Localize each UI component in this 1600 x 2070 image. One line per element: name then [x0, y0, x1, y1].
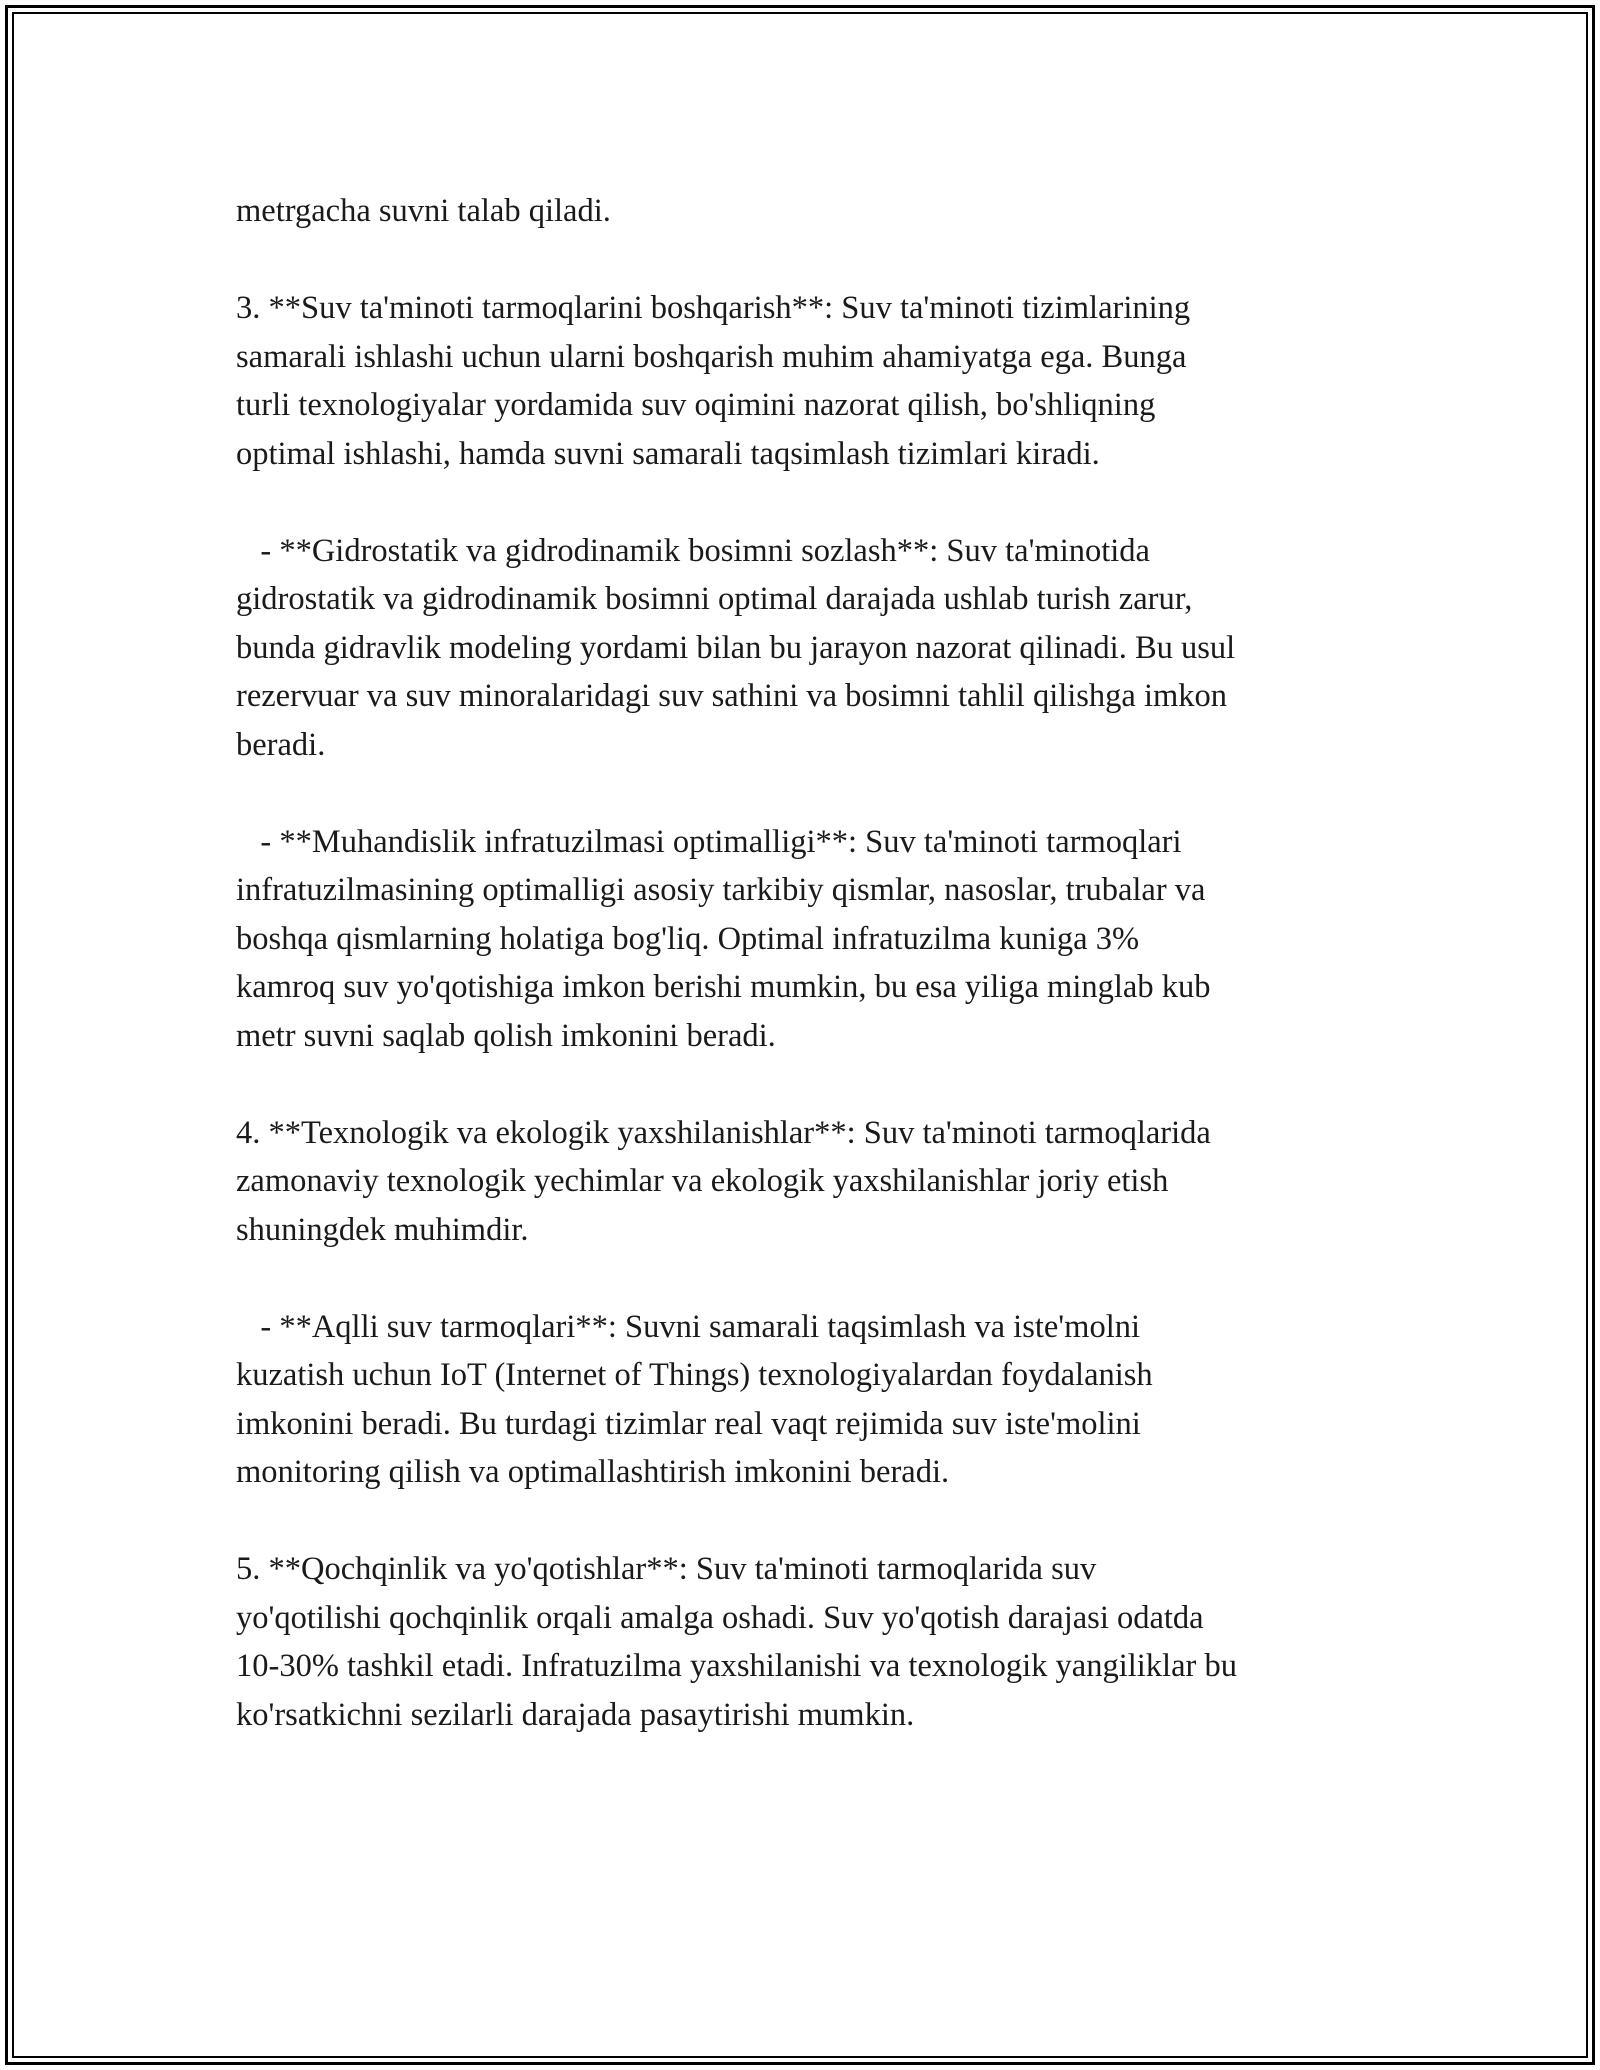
paragraph-intro-tail	[236, 187, 1386, 236]
text-line: beradi.	[236, 726, 326, 763]
text-line: rezervuar va suv minoralaridagi suv sathini va bosimni tahlil qilishga imkon	[236, 678, 1228, 714]
text-line: 4. **Texnologik va ekologik yaxshilanishlar**: Suv ta'minoti tarmoqlarida	[236, 1114, 1211, 1151]
text-line: metr suvni saqlab qolish imkonini beradi.	[236, 1017, 776, 1054]
text-line: - **Muhandislik infratuzilmasi optimalligi**: Suv ta'minoti tarmoqlari	[236, 823, 1182, 860]
paragraph-section-3-sub-1	[236, 527, 1386, 770]
text-line: ko'rsatkichni sezilarli darajada pasaytirishi mumkin.	[236, 1696, 915, 1733]
text-line: zamonaviy texnologik yechimlar va ekologik yaxshilanishlar joriy etish	[236, 1163, 1169, 1199]
text-line: turli texnologiyalar yordamida suv oqimini nazorat qilish, bo'shliqning	[236, 387, 1156, 423]
text-line: 10-30% tashkil etadi. Infratuzilma yaxshilanishi va texnologik yangiliklar bu	[236, 1648, 1237, 1684]
text-line: 3. **Suv ta'minoti tarmoqlarini boshqarish**: Suv ta'minoti tizimlarining	[236, 290, 1191, 326]
text-line: shuningdek muhimdir.	[236, 1211, 529, 1248]
text-line: yo'qotilishi qochqinlik orqali amalga oshadi. Suv yo'qotish darajasi odatda	[236, 1599, 1204, 1636]
text-line: gidrostatik va gidrodinamik bosimni optimal darajada ushlab turish zarur,	[236, 581, 1193, 617]
text-line: metrgacha suvni talab qiladi.	[236, 193, 611, 229]
text-line: kamroq suv yo'qotishiga imkon berishi mumkin, bu esa yiliga minglab kub	[236, 969, 1211, 1005]
paragraph-section-4-sub-1	[236, 1303, 1386, 1497]
text-line: boshqa qismlarning holatiga bog'liq. Optimal infratuzilma kuniga 3%	[236, 920, 1140, 957]
document-body	[236, 187, 1386, 1788]
paragraph-section-4	[236, 1109, 1386, 1255]
paragraph-section-5	[236, 1545, 1386, 1739]
text-line: kuzatish uchun IoT (Internet of Things) texnologiyalardan foydalanish	[236, 1357, 1153, 1393]
text-line: imkonini beradi. Bu turdagi tizimlar real vaqt rejimida suv iste'molini	[236, 1405, 1141, 1442]
paragraph-section-3-sub-2	[236, 818, 1386, 1061]
paragraph-section-3	[236, 284, 1386, 478]
text-line: 5. **Qochqinlik va yo'qotishlar**: Suv ta'minoti tarmoqlarida suv	[236, 1551, 1097, 1587]
text-line: - **Gidrostatik va gidrodinamik bosimni sozlash**: Suv ta'minotida	[236, 532, 1150, 569]
text-line: optimal ishlashi, hamda suvni samarali taqsimlash tizimlari kiradi.	[236, 435, 1100, 472]
text-line: infratuzilmasining optimalligi asosiy tarkibiy qismlar, nasoslar, trubalar va	[236, 872, 1206, 908]
text-line: bunda gidravlik modeling yordami bilan bu jarayon nazorat qilinadi. Bu usul	[236, 629, 1236, 666]
text-line: monitoring qilish va optimallashtirish imkonini beradi.	[236, 1454, 950, 1490]
text-line: samarali ishlashi uchun ularni boshqarish muhim ahamiyatga ega. Bunga	[236, 338, 1187, 375]
text-line: - **Aqlli suv tarmoqlari**: Suvni samarali taqsimlash va iste'molni	[236, 1308, 1141, 1345]
